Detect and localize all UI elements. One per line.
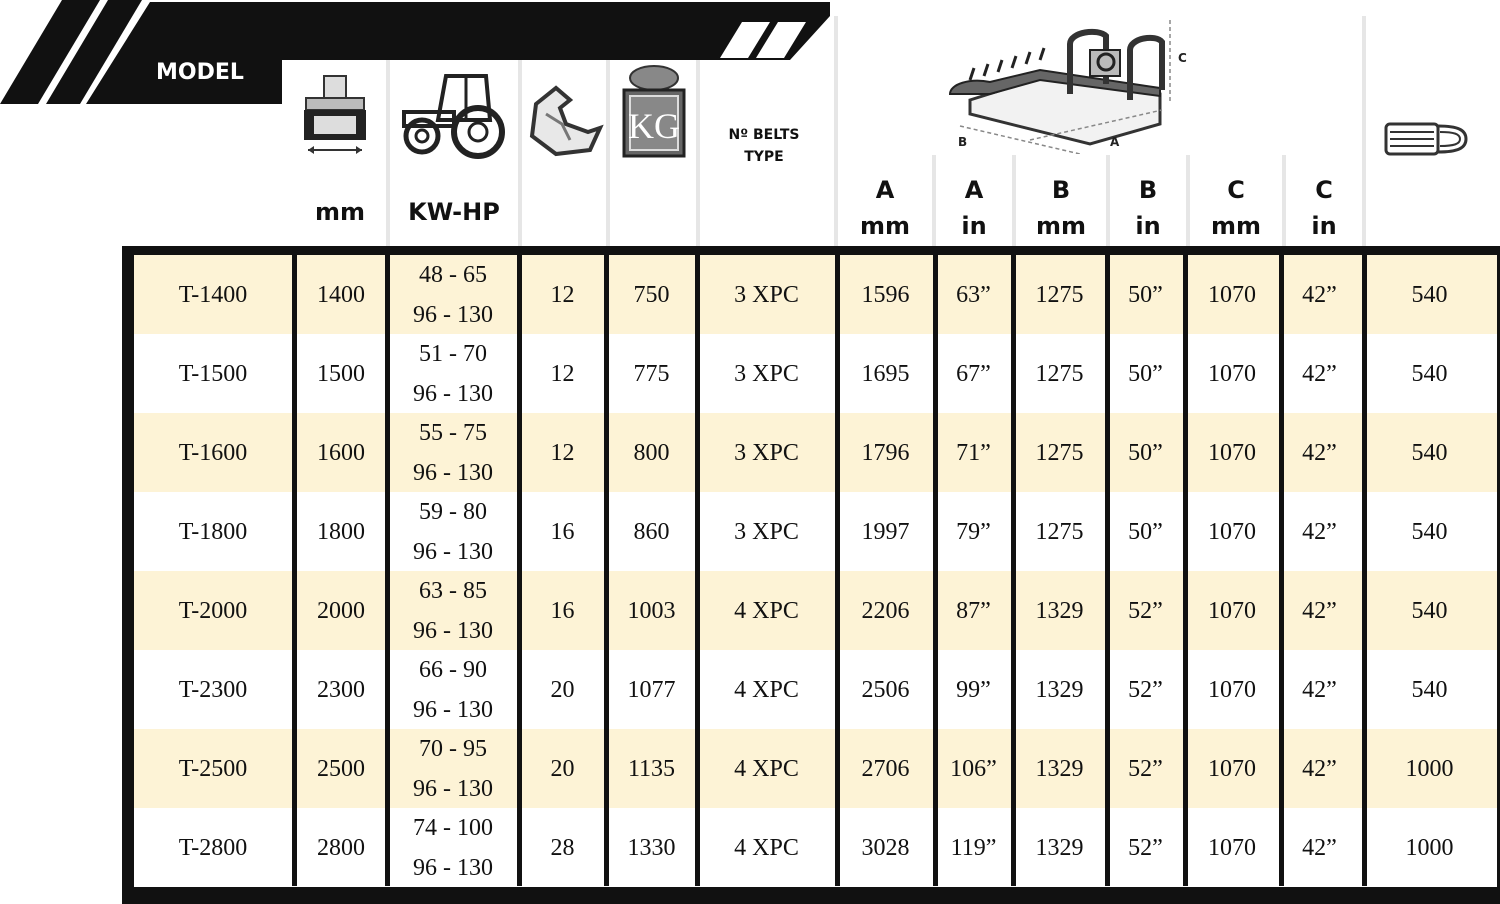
cell-value: T-2500 (178, 755, 248, 782)
power-kw: 59 - 80 (419, 498, 487, 525)
cell-value: T-1800 (178, 518, 248, 545)
cell-pto (1362, 492, 1497, 571)
cell-width (297, 413, 385, 492)
cell-a-mm (839, 650, 932, 729)
cell-kw (390, 650, 516, 729)
cell-model (134, 334, 292, 413)
machine-diagram-icon (930, 14, 1210, 154)
dim-c-mm-header (1190, 172, 1282, 244)
cell-value: 87” (956, 597, 991, 624)
cell-value: 1135 (627, 755, 676, 782)
cell-b-mm (1015, 571, 1104, 650)
cell-pto (1362, 571, 1497, 650)
belts-line1: Nº BELTS (728, 127, 800, 143)
cell-value: 16 (550, 597, 575, 624)
cell-c-in (1282, 808, 1357, 887)
dim-letter: C (1227, 176, 1245, 204)
cell-value: 20 (550, 755, 575, 782)
cell-pto (1362, 808, 1497, 887)
cell-value: 1070 (1208, 755, 1256, 782)
cell-belts (699, 650, 834, 729)
cell-width (297, 334, 385, 413)
table-row (134, 729, 1497, 808)
cell-model (134, 413, 292, 492)
cell-value: 119” (950, 834, 997, 861)
cell-a-in (937, 729, 1010, 808)
cell-value: 540 (1411, 676, 1448, 703)
cell-value: 28 (550, 834, 575, 861)
cell-blades (521, 650, 604, 729)
blade-icon (526, 84, 606, 160)
belts-line2: TYPE (744, 149, 784, 165)
cell-value: 2500 (317, 755, 365, 782)
cell-a-in (937, 334, 1010, 413)
cell-value: 99” (956, 676, 991, 703)
cell-belts (699, 413, 834, 492)
power-hp: 96 - 130 (413, 538, 493, 565)
cell-blades (521, 255, 604, 334)
power-kw: 48 - 65 (419, 261, 487, 288)
cell-value: 50” (1128, 281, 1163, 308)
cell-value: 1003 (627, 597, 676, 624)
dim-unit: mm (1035, 212, 1086, 240)
cell-b-in (1109, 413, 1182, 492)
column-divider (835, 255, 840, 886)
cell-width (297, 571, 385, 650)
cell-kg (609, 334, 694, 413)
dim-unit: in (1311, 212, 1337, 240)
model-header: MODEL (156, 60, 244, 85)
cell-c-mm (1187, 413, 1277, 492)
cell-blades (521, 492, 604, 571)
cell-pto (1362, 729, 1497, 808)
cell-c-mm (1187, 650, 1277, 729)
dim-unit: mm (1210, 212, 1261, 240)
table-row (134, 413, 1497, 492)
cell-value: 1275 (1035, 281, 1084, 308)
cell-value: T-2800 (178, 834, 248, 861)
dim-a-in-header (936, 172, 1012, 244)
cell-value: 1500 (317, 360, 365, 387)
cell-kw (390, 571, 516, 650)
cell-value: T-1600 (178, 439, 248, 466)
cell-blades (521, 334, 604, 413)
cell-value: 1070 (1208, 676, 1256, 703)
column-divider (1279, 255, 1284, 886)
dim-unit: in (1135, 212, 1161, 240)
power-kw: 63 - 85 (419, 577, 487, 604)
cell-value: 540 (1411, 518, 1448, 545)
cell-value: 42” (1302, 281, 1337, 308)
cell-kw (390, 334, 516, 413)
cell-c-in (1282, 571, 1357, 650)
cell-value: 1070 (1208, 281, 1256, 308)
cell-value: 1329 (1035, 755, 1084, 782)
cell-value: 67” (956, 360, 991, 387)
cell-value: 4 XPC (734, 676, 799, 703)
header-divider (1362, 16, 1366, 246)
cell-value: 1600 (317, 439, 365, 466)
cell-value: 79” (956, 518, 991, 545)
dim-letter: A (875, 176, 895, 204)
cell-c-in (1282, 650, 1357, 729)
cell-c-mm (1187, 571, 1277, 650)
power-hp: 96 - 130 (413, 380, 493, 407)
cell-value: 12 (550, 439, 575, 466)
cell-value: 3 XPC (734, 360, 799, 387)
column-divider (1105, 255, 1110, 886)
cell-a-mm (839, 255, 932, 334)
cell-b-mm (1015, 808, 1104, 887)
cell-model (134, 650, 292, 729)
cell-value: 1000 (1405, 834, 1454, 861)
cell-b-in (1109, 571, 1182, 650)
column-divider (385, 255, 390, 886)
cell-model (134, 492, 292, 571)
column-divider (604, 255, 609, 886)
cell-belts (699, 571, 834, 650)
cell-value: 71” (956, 439, 991, 466)
cell-width (297, 255, 385, 334)
cell-value: 4 XPC (734, 834, 799, 861)
cell-kg (609, 650, 694, 729)
cell-pto (1362, 413, 1497, 492)
table-row (134, 650, 1497, 729)
cell-c-in (1282, 729, 1357, 808)
cell-kw (390, 255, 516, 334)
dim-unit: mm (859, 212, 910, 240)
cell-c-in (1282, 255, 1357, 334)
cell-value: 3 XPC (734, 281, 799, 308)
cell-value: 1997 (861, 518, 910, 545)
cell-model (134, 571, 292, 650)
cell-value: 50” (1128, 439, 1163, 466)
cell-value: 1275 (1035, 439, 1084, 466)
cell-value: 800 (633, 439, 670, 466)
cell-kg (609, 413, 694, 492)
cell-value: 42” (1302, 518, 1337, 545)
cell-blades (521, 808, 604, 887)
cell-c-mm (1187, 492, 1277, 571)
cell-a-in (937, 255, 1010, 334)
cell-kw (390, 492, 516, 571)
cell-value: 540 (1411, 360, 1448, 387)
cell-value: 12 (550, 281, 575, 308)
column-divider (933, 255, 938, 886)
table-row (134, 808, 1497, 887)
cell-value: T-1500 (178, 360, 248, 387)
dim-c-in-header (1286, 172, 1362, 244)
cell-value: 42” (1302, 676, 1337, 703)
dim-letter: A (964, 176, 984, 204)
cell-belts (699, 334, 834, 413)
cell-a-in (937, 650, 1010, 729)
weight-kg-text: KG (628, 106, 680, 146)
cell-value: 1596 (861, 281, 910, 308)
column-divider (695, 255, 700, 886)
cell-value: 540 (1411, 439, 1448, 466)
cell-value: 42” (1302, 755, 1337, 782)
table-row (134, 334, 1497, 413)
cell-value: 2800 (317, 834, 365, 861)
cell-value: 1329 (1035, 834, 1084, 861)
belts-type-header (700, 124, 828, 168)
table-row (134, 571, 1497, 650)
cell-value: 42” (1302, 360, 1337, 387)
cell-kw (390, 729, 516, 808)
width-icon (300, 74, 370, 156)
cell-a-in (937, 808, 1010, 887)
cell-value: 1275 (1035, 360, 1084, 387)
cell-value: 42” (1302, 439, 1337, 466)
cell-b-in (1109, 334, 1182, 413)
cell-value: 2506 (861, 676, 910, 703)
column-divider (517, 255, 522, 886)
cell-kg (609, 255, 694, 334)
power-kw: 51 - 70 (419, 340, 487, 367)
cell-c-in (1282, 492, 1357, 571)
cell-b-in (1109, 492, 1182, 571)
cell-value: 1796 (861, 439, 910, 466)
power-kw: 55 - 75 (419, 419, 487, 446)
cell-belts (699, 808, 834, 887)
cell-value: 3028 (861, 834, 910, 861)
pto-shaft-icon (1384, 120, 1468, 158)
cell-value: 750 (633, 281, 670, 308)
cell-pto (1362, 334, 1497, 413)
header-divider (518, 60, 522, 246)
cell-pto (1362, 650, 1497, 729)
cell-c-mm (1187, 334, 1277, 413)
header-divider (606, 60, 610, 246)
cell-b-mm (1015, 492, 1104, 571)
cell-value: 42” (1302, 834, 1337, 861)
cell-value: 50” (1128, 360, 1163, 387)
cell-value: 540 (1411, 597, 1448, 624)
cell-value: 1400 (317, 281, 365, 308)
table-row (134, 255, 1497, 334)
power-kw: 70 - 95 (419, 735, 487, 762)
power-hp: 96 - 130 (413, 854, 493, 881)
cell-kg (609, 571, 694, 650)
cell-kg (609, 729, 694, 808)
cell-a-in (937, 413, 1010, 492)
dim-letter: B (1138, 176, 1158, 204)
cell-b-mm (1015, 413, 1104, 492)
cell-a-mm (839, 729, 932, 808)
cell-value: 1695 (861, 360, 910, 387)
dim-letter: B (1051, 176, 1071, 204)
column-divider (1011, 255, 1016, 886)
cell-kg (609, 808, 694, 887)
cell-belts (699, 492, 834, 571)
dim-b-mm-header (1016, 172, 1106, 244)
cell-pto (1362, 255, 1497, 334)
cell-width (297, 808, 385, 887)
column-divider (1183, 255, 1188, 886)
cell-value: 2706 (861, 755, 910, 782)
cell-model (134, 729, 292, 808)
cell-value: 1070 (1208, 439, 1256, 466)
cell-c-in (1282, 334, 1357, 413)
cell-value: 1329 (1035, 597, 1084, 624)
cell-width (297, 650, 385, 729)
diagram-label-c: C (1178, 51, 1187, 65)
cell-value: 2000 (317, 597, 365, 624)
power-hp: 96 - 130 (413, 696, 493, 723)
power-hp: 96 - 130 (413, 459, 493, 486)
cell-value: 1070 (1208, 360, 1256, 387)
table-row (134, 492, 1497, 571)
width-unit: mm (314, 198, 365, 226)
cell-a-mm (839, 413, 932, 492)
cell-blades (521, 413, 604, 492)
cell-c-mm (1187, 255, 1277, 334)
cell-value: 1330 (627, 834, 676, 861)
cell-value: 3 XPC (734, 518, 799, 545)
cell-value: 1070 (1208, 597, 1256, 624)
cell-value: T-1400 (178, 281, 248, 308)
cell-a-mm (839, 492, 932, 571)
dim-unit: in (961, 212, 987, 240)
cell-b-in (1109, 255, 1182, 334)
cell-blades (521, 571, 604, 650)
diagram-label-a: A (1110, 135, 1120, 149)
cell-value: 1070 (1208, 834, 1256, 861)
cell-model (134, 808, 292, 887)
power-hp: 96 - 130 (413, 617, 493, 644)
cell-c-in (1282, 413, 1357, 492)
column-divider (1362, 255, 1367, 886)
power-kw: 74 - 100 (413, 814, 493, 841)
cell-value: 50” (1128, 518, 1163, 545)
cell-b-mm (1015, 650, 1104, 729)
cell-a-mm (839, 808, 932, 887)
cell-c-mm (1187, 808, 1277, 887)
cell-value: 52” (1128, 597, 1163, 624)
cell-value: 1275 (1035, 518, 1084, 545)
column-divider (292, 255, 297, 886)
cell-a-mm (839, 571, 932, 650)
cell-kw (390, 413, 516, 492)
dim-b-in-header (1110, 172, 1186, 244)
cell-width (297, 492, 385, 571)
cell-value: 20 (550, 676, 575, 703)
cell-value: 860 (633, 518, 670, 545)
power-kw: 66 - 90 (419, 656, 487, 683)
cell-c-mm (1187, 729, 1277, 808)
cell-b-in (1109, 729, 1182, 808)
cell-value: T-2300 (178, 676, 248, 703)
cell-value: 1077 (627, 676, 676, 703)
cell-a-mm (839, 334, 932, 413)
cell-value: T-2000 (178, 597, 248, 624)
cell-value: 1070 (1208, 518, 1256, 545)
cell-value: 16 (550, 518, 575, 545)
weight-kg-icon (620, 64, 688, 158)
cell-value: 4 XPC (734, 755, 799, 782)
cell-belts (699, 729, 834, 808)
cell-model (134, 255, 292, 334)
cell-value: 2300 (317, 676, 365, 703)
cell-value: 106” (950, 755, 997, 782)
cell-kw (390, 808, 516, 887)
cell-value: 1329 (1035, 676, 1084, 703)
power-hp: 96 - 130 (413, 775, 493, 802)
cell-value: 63” (956, 281, 991, 308)
cell-value: 2206 (861, 597, 910, 624)
cell-value: 12 (550, 360, 575, 387)
cell-value: 1800 (317, 518, 365, 545)
power-hp: 96 - 130 (413, 301, 493, 328)
cell-blades (521, 729, 604, 808)
dim-letter: C (1315, 176, 1333, 204)
dim-a-mm-header (838, 172, 932, 244)
cell-b-mm (1015, 729, 1104, 808)
cell-a-in (937, 571, 1010, 650)
cell-value: 42” (1302, 597, 1337, 624)
cell-value: 540 (1411, 281, 1448, 308)
diagram-label-b: B (958, 135, 968, 149)
cell-width (297, 729, 385, 808)
cell-b-in (1109, 650, 1182, 729)
cell-value: 52” (1128, 755, 1163, 782)
tractor-icon (398, 72, 508, 160)
cell-belts (699, 255, 834, 334)
cell-b-mm (1015, 334, 1104, 413)
power-unit: KW-HP (408, 198, 500, 226)
cell-a-in (937, 492, 1010, 571)
cell-b-mm (1015, 255, 1104, 334)
cell-value: 4 XPC (734, 597, 799, 624)
cell-kg (609, 492, 694, 571)
cell-value: 52” (1128, 676, 1163, 703)
cell-value: 775 (633, 360, 670, 387)
cell-value: 52” (1128, 834, 1163, 861)
cell-value: 1000 (1405, 755, 1454, 782)
cell-b-in (1109, 808, 1182, 887)
cell-value: 3 XPC (734, 439, 799, 466)
